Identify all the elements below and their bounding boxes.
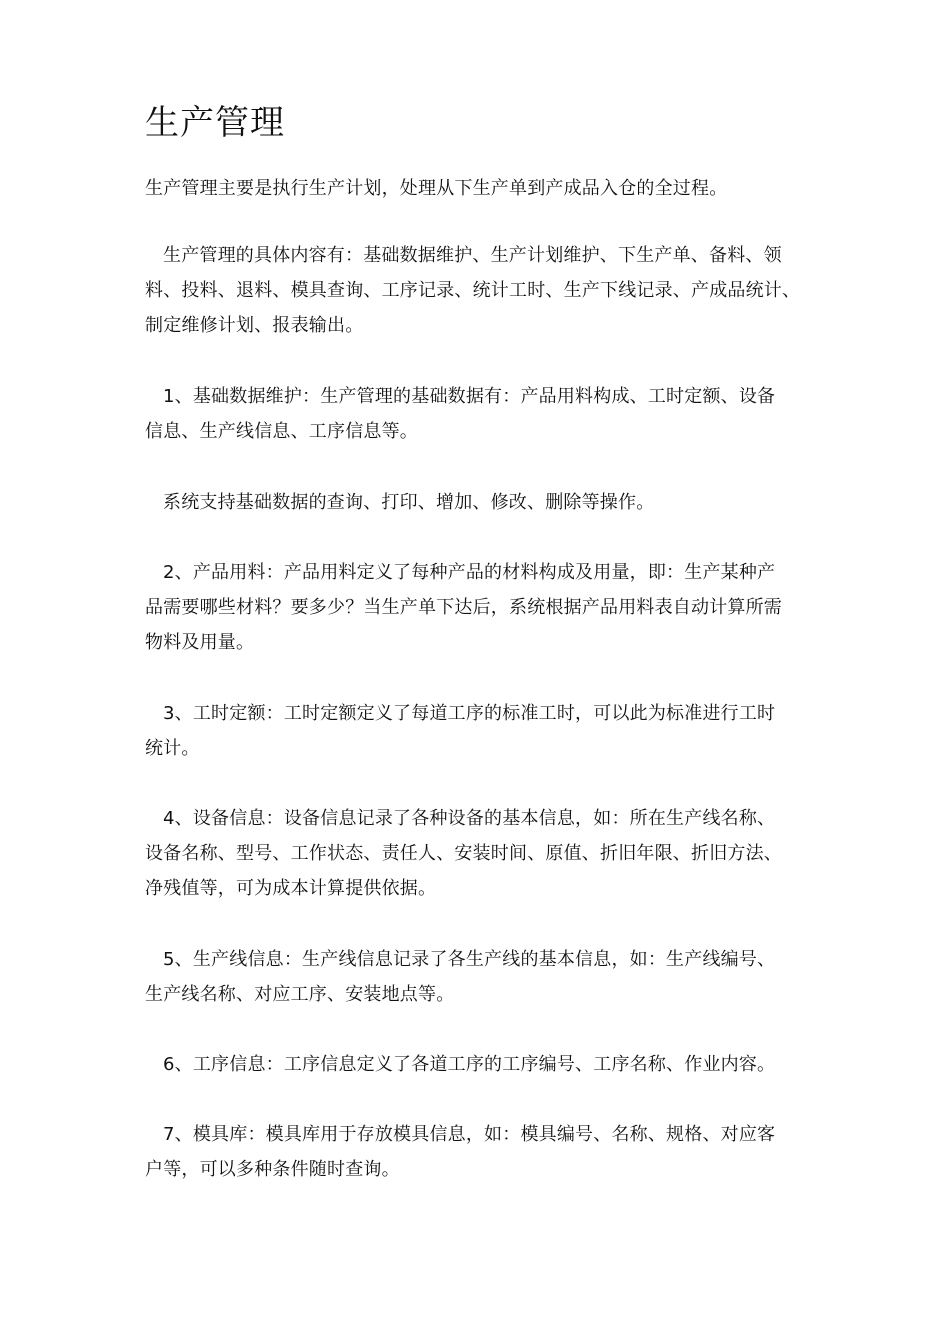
paragraph-line: 2、产品用料：产品用料定义了每种产品的材料构成及用量，即：生产某种产 bbox=[163, 562, 776, 583]
production-line-info-paragraph bbox=[145, 942, 811, 1012]
paragraph-line: 制定维修计划、报表输出。 bbox=[145, 315, 364, 336]
paragraph-line: 料、投料、退料、模具查询、工序记录、统计工时、生产下线记录、产成品统计、 bbox=[145, 280, 801, 301]
paragraph-line: 5、生产线信息：生产线信息记录了各生产线的基本信息，如：生产线编号、 bbox=[163, 949, 776, 970]
paragraph-line: 系统支持基础数据的查询、打印、增加、修改、删除等操作。 bbox=[163, 492, 655, 513]
paragraph-line: 物料及用量。 bbox=[145, 632, 255, 653]
paragraph-line: 7、模具库：模具库用于存放模具信息，如：模具编号、名称、规格、对应客 bbox=[163, 1124, 776, 1145]
paragraph-line: 3、工时定额：工时定额定义了每道工序的标准工时，可以此为标准进行工时 bbox=[163, 703, 776, 724]
equipment-info-paragraph bbox=[145, 801, 811, 906]
system-support-paragraph bbox=[145, 485, 811, 520]
intro-paragraph bbox=[145, 171, 811, 206]
work-hour-quota-paragraph bbox=[145, 696, 811, 766]
content-overview-paragraph bbox=[145, 238, 811, 343]
paragraph-line: 生产管理主要是执行生产计划，处理从下生产单到产成品入仓的全过程。 bbox=[145, 178, 728, 199]
mold-library-paragraph bbox=[145, 1117, 811, 1187]
paragraph-line: 品需要哪些材料？要多少？当生产单下达后，系统根据产品用料表自动计算所需 bbox=[145, 597, 782, 618]
paragraph-line: 净残值等，可为成本计算提供依据。 bbox=[145, 878, 437, 899]
paragraph-line: 设备名称、型号、工作状态、责任人、安装时间、原值、折旧年限、折旧方法、 bbox=[145, 843, 782, 864]
paragraph-line: 1、基础数据维护：生产管理的基础数据有：产品用料构成、工时定额、设备 bbox=[163, 386, 776, 407]
paragraph-line: 生产管理的具体内容有：基础数据维护、生产计划维护、下生产单、备料、领 bbox=[163, 245, 782, 266]
paragraph-line: 6、工序信息：工序信息定义了各道工序的工序编号、工序名称、作业内容。 bbox=[163, 1054, 776, 1075]
paragraph-line: 4、设备信息：设备信息记录了各种设备的基本信息，如：所在生产线名称、 bbox=[163, 808, 776, 829]
paragraph-line: 户等，可以多种条件随时查询。 bbox=[145, 1159, 400, 1180]
product-material-paragraph bbox=[145, 555, 811, 660]
page-title: 生产管理 bbox=[145, 103, 285, 143]
paragraph-line: 统计。 bbox=[145, 738, 200, 759]
basic-data-paragraph bbox=[145, 379, 811, 449]
paragraph-line: 信息、生产线信息、工序信息等。 bbox=[145, 421, 418, 442]
paragraph-line: 生产线名称、对应工序、安装地点等。 bbox=[145, 984, 455, 1005]
process-info-paragraph bbox=[145, 1047, 811, 1082]
